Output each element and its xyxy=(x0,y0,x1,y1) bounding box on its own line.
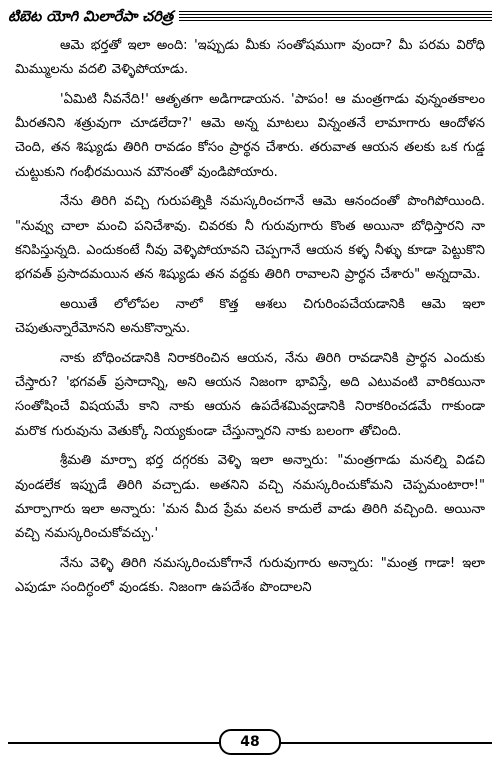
page-number: 48 xyxy=(219,729,281,755)
paragraph: నాకు బోధించడానికి నిరాకరించిన ఆయన, నేను తిరిగి రావడానికి ప్రార్థన ఎందుకు చేస్తారు? 'భగవత్ ప్రసాదాన్ని, అని ఆయన నిజంగా భావిస్తే, అది ఎటువంటి వారికయినా సంతోషించే విషయమే కాని నాకు ఆయన ఉపదేశమివ్వడానికి నిరాకరించడమే గాకుండా మరొక గురువును వెతుక్కో నియ్యకుండా చేస్తున్నారని నాకు బలంగా తోచింది. xyxy=(15,350,485,439)
body-text xyxy=(15,34,485,606)
running-title: టిబెట యోగి మిలారేపా చరిత్ర xyxy=(8,6,179,28)
page-footer xyxy=(8,729,492,755)
paragraph: నేను వెళ్ళి తిరిగి నమస్కరించుకోగానే గురువుగారు అన్నారు: "మంత్ర గాడా! ఇలా ఎపుడూ సందిగ్ధంలో వుండకు. నిజంగా ఉపదేశం పొందాలని xyxy=(15,555,485,596)
paragraph: నేను తిరిగి వచ్చి గురుపత్నికి నమస్కరించగానే ఆమె ఆనందంతో పొంగిపోయింది. "నువ్వు చాలా మంచి పనిచేశావు. చివరకు నీ గురువుగారు కొంత అయినా బోధిస్తారని నా కనిపిస్తున్నది. ఎందుకంటే నీవు వెళ్ళిపోయావని చెప్పగానే ఆయన కళ్ళ నీళ్ళు కూడా పెట్టుకొని భగవత్ ప్రసాదమయిన తన శిష్యుడు తన వద్దకు తిరిగి రావాలని ప్రార్థన చేశారు" అన్నదామె. xyxy=(15,194,485,283)
page-header xyxy=(8,6,492,28)
paragraph: 'ఏమిటి నీవనేది!' ఆతృతగా అడిగాడాయన. 'పాపం! ఆ మంత్రగాడు వున్నంతకాలం మీరతనిని శత్రువుగా చూడలేదా?' ఆమె అన్న మాటలు విన్నంతనే లామాగారు ఆందోళన చెంది, తన శిష్యుడు తిరిగి రావడం కోసం ప్రార్థన చేశారు. తరువాత ఆయన తలకు ఒక గుడ్డ చుట్టుకుని గంభీరమయిన మౌనంతో వుండిపోయారు. xyxy=(15,91,485,180)
paragraph: ఆమె భర్తతో ఇలా అంది: 'ఇప్పుడు మీకు సంతోషముగా వుందా? మీ పరమ విరోధి మిమ్ములను వదలి వెళ్ళిపోయాడు. xyxy=(15,38,485,78)
paragraph: శ్రీమతి మార్పా భర్త దగ్గరకు వెళ్ళి ఇలా అన్నారు: "మంత్రగాడు మనల్ని విడచి వుండలేక ఇప్పుడే తిరిగి వచ్చాడు. అతనిని వచ్చి నమస్కరించుకోమని చెప్పమంటారా!" మార్పాగారు ఇలా అన్నారు: 'మన మీద ప్రేమ వలన కాదులే వాడు తిరిగి వచ్చింది. అయినా వచ్చి నమస్కరించుకోవచ్చు.' xyxy=(15,453,485,542)
paragraph: అయితే లోలోపల నాలో కొత్త ఆశలు చిగురింపచేయడానికి ఆమె ఇలా చెపుతున్నారేమోనని అనుకొన్నాను. xyxy=(15,296,485,337)
